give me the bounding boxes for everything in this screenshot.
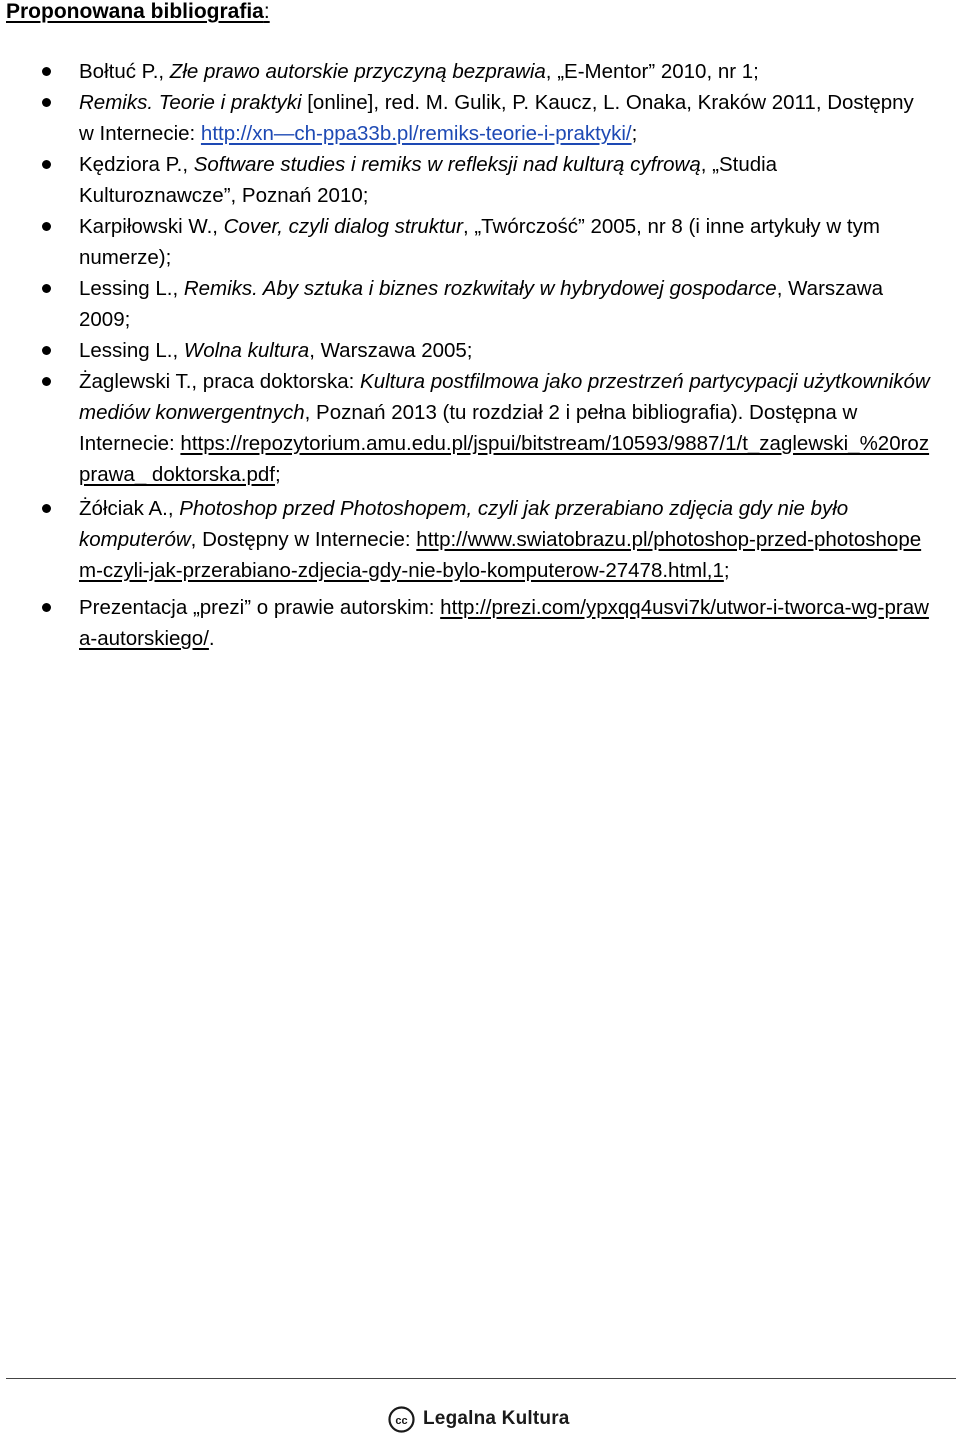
bib-punct: ; [631, 122, 638, 145]
bib-link[interactable]: http://xn—ch-ppa33b.pl/remiks-teorie-i-praktyki/ [200, 122, 632, 145]
bib-entry-prezi [0, 592, 960, 654]
bib-link[interactable]: http://www.swiatobrazu.pl/photoshop-przed-photoshopem-czyli-jak-przerabiano-zdjecia-gdy-nie-bylo-komputerow-27478.html,1 [79, 528, 922, 582]
bib-details: , „Studia Kulturoznawcze”, Poznań 2010; [79, 153, 778, 207]
bib-title: Wolna kultura [183, 339, 310, 362]
bib-author: Kędziora P., [79, 153, 194, 176]
bib-entry-boltuc [0, 56, 960, 87]
bib-link[interactable]: http://prezi.com/ypxqq4usvi7k/utwor-i-tworca-wg-prawa-autorskiego/ [79, 596, 929, 650]
bib-author: Żaglewski T., praca doktorska: [79, 370, 361, 393]
bib-title: Software studies i remiks w refleksji nad kulturą cyfrową [193, 153, 701, 176]
bib-title: Photoshop przed Photoshopem, czyli jak przerabiano zdjęcia gdy nie było komputerów [79, 497, 849, 551]
creative-commons-icon [388, 1406, 415, 1433]
bib-details: , Warszawa 2005; [309, 339, 473, 362]
heading-title: Proponowana bibliografia [6, 0, 264, 23]
bib-title: Remiks. Teorie i praktyki [79, 91, 302, 114]
footer-brand: Legalna Kultura [423, 1408, 570, 1429]
bib-author: Karpiłowski W., [79, 215, 224, 238]
bib-entry-karpilowski [0, 211, 960, 273]
svg-text:cc: cc [395, 1414, 408, 1427]
footer-divider [6, 1378, 956, 1379]
bib-entry-kedziora [0, 149, 960, 211]
bibliography-list [0, 56, 960, 654]
heading-colon: : [263, 0, 270, 23]
bib-title: Cover, czyli dialog struktur [223, 215, 463, 238]
bib-entry-lessing-remiks [0, 273, 960, 335]
bib-details: , Poznań 2013 (tu rozdział 2 i pełna bibliografia). Dostępna w Internecie: [79, 401, 858, 455]
bib-title: Złe prawo autorskie przyczyną bezprawia [169, 60, 546, 83]
bib-punct: ; [723, 559, 730, 582]
bib-punct: . [208, 627, 215, 650]
bib-author: Lessing L., [79, 339, 184, 362]
bib-author: Lessing L., [79, 277, 184, 300]
bib-details: , Warszawa 2009; [79, 277, 884, 331]
page-heading [6, 0, 270, 26]
bib-entry-zolciak [0, 493, 960, 586]
bib-entry-zaglewski [0, 366, 960, 490]
bib-title: Remiks. Aby sztuka i biznes rozkwitały w hybrydowej gospodarce [183, 277, 777, 300]
bib-link[interactable]: https://repozytorium.amu.edu.pl/jspui/bitstream/10593/9887/1/t_zaglewski_%20rozprawa_ doktorska.pdf [79, 432, 930, 486]
bib-entry-remiks [0, 87, 960, 149]
bib-punct: ; [275, 463, 281, 486]
bib-title: Kultura postfilmowa jako przestrzeń partycypacji użytkowników mediów konwergentnych [79, 370, 930, 424]
bib-details: [online], red. M. Gulik, P. Kaucz, L. Onaka, Kraków 2011, Dostępny w Internecie: [79, 91, 914, 145]
bib-author: Bołtuć P., [79, 60, 170, 83]
bib-author: Prezentacja „prezi” o prawie autorskim: [79, 596, 441, 619]
bib-details: , Dostępny w Internecie: [190, 528, 417, 551]
bib-entry-lessing-wolna [0, 335, 960, 366]
bib-details: , „E-Mentor” 2010, nr 1; [545, 60, 759, 83]
bib-details: , „Twórczość” 2005, nr 8 (i inne artykuły w tym numerze); [79, 215, 880, 269]
footer-logo [388, 1405, 570, 1433]
bib-author: Żółciak A., [79, 497, 180, 520]
